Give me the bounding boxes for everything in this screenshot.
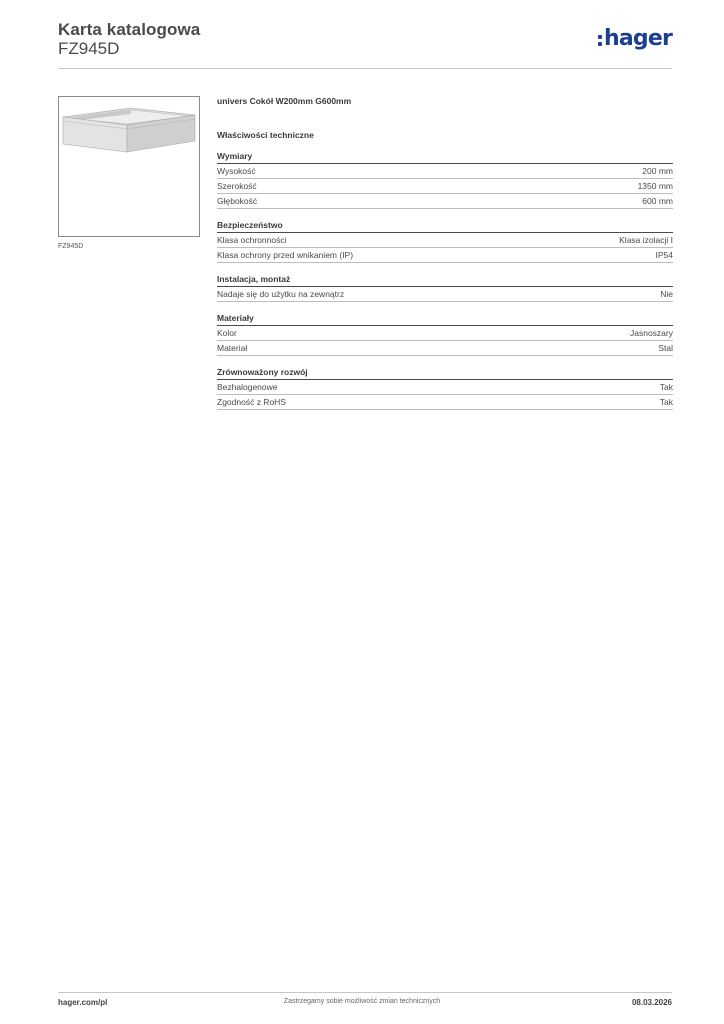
properties-heading: Właściwości techniczne [217,130,314,140]
property-row [217,326,673,341]
product-name: univers Cokół W200mm G600mm [217,96,352,106]
property-label: Wysokość [217,166,256,176]
product-image [58,96,200,237]
property-value: Jasnoszary [630,328,673,338]
document-title: Karta katalogowa [58,20,201,39]
property-row [217,233,673,248]
property-value: 200 mm [642,166,673,176]
property-label: Nadaje się do użytku na zewnątrz [217,289,345,299]
property-row [217,287,673,302]
property-label: Głębokość [217,196,258,206]
group-title: Materiały [217,312,673,326]
property-row [217,395,673,410]
property-value: Nie [660,289,673,299]
logo-text: hager [603,26,672,51]
property-value: Tak [659,382,673,392]
logo-dots-icon [598,35,602,46]
group-title: Instalacja, montaż [217,273,673,287]
image-caption: FZ945D [58,243,84,250]
product-code: FZ945D [58,39,120,58]
group-dimensions [217,150,673,209]
property-label: Zgodność z RoHS [217,397,286,407]
property-label: Materiał [217,343,248,353]
product-details [217,96,673,410]
hager-logo [598,27,672,51]
property-value: Klasa izolacji I [619,235,673,245]
property-label: Klasa ochrony przed wnikaniem (IP) [217,250,354,260]
property-label: Kolor [217,328,237,338]
property-row [217,194,673,209]
group-safety [217,219,673,263]
group-title: Wymiary [217,150,673,164]
property-value: 600 mm [642,196,673,206]
footer-divider [58,992,672,993]
property-row [217,380,673,395]
property-row [217,248,673,263]
property-label: Klasa ochronności [217,235,287,245]
group-sustainability [217,366,673,410]
header-divider [58,68,672,69]
property-value: 1350 mm [637,181,673,191]
property-row [217,341,673,356]
footer-date: 08.03.2026 [631,998,672,1007]
property-row [217,179,673,194]
property-row [217,164,673,179]
group-title: Bezpieczeństwo [217,219,673,233]
group-materials [217,312,673,356]
footer-website-link[interactable]: hager.com/pl [58,998,108,1007]
property-value: Tak [659,397,673,407]
group-installation [217,273,673,302]
property-value: IP54 [655,250,673,260]
property-value: Stal [658,343,673,353]
group-title: Zrównoważony rozwój [217,366,673,380]
property-label: Szerokość [217,181,257,191]
property-label: Bezhalogenowe [217,382,278,392]
plinth-illustration [59,97,199,236]
footer-disclaimer: Zastrzegamy sobie możliwość zmian technicznych [283,998,441,1005]
